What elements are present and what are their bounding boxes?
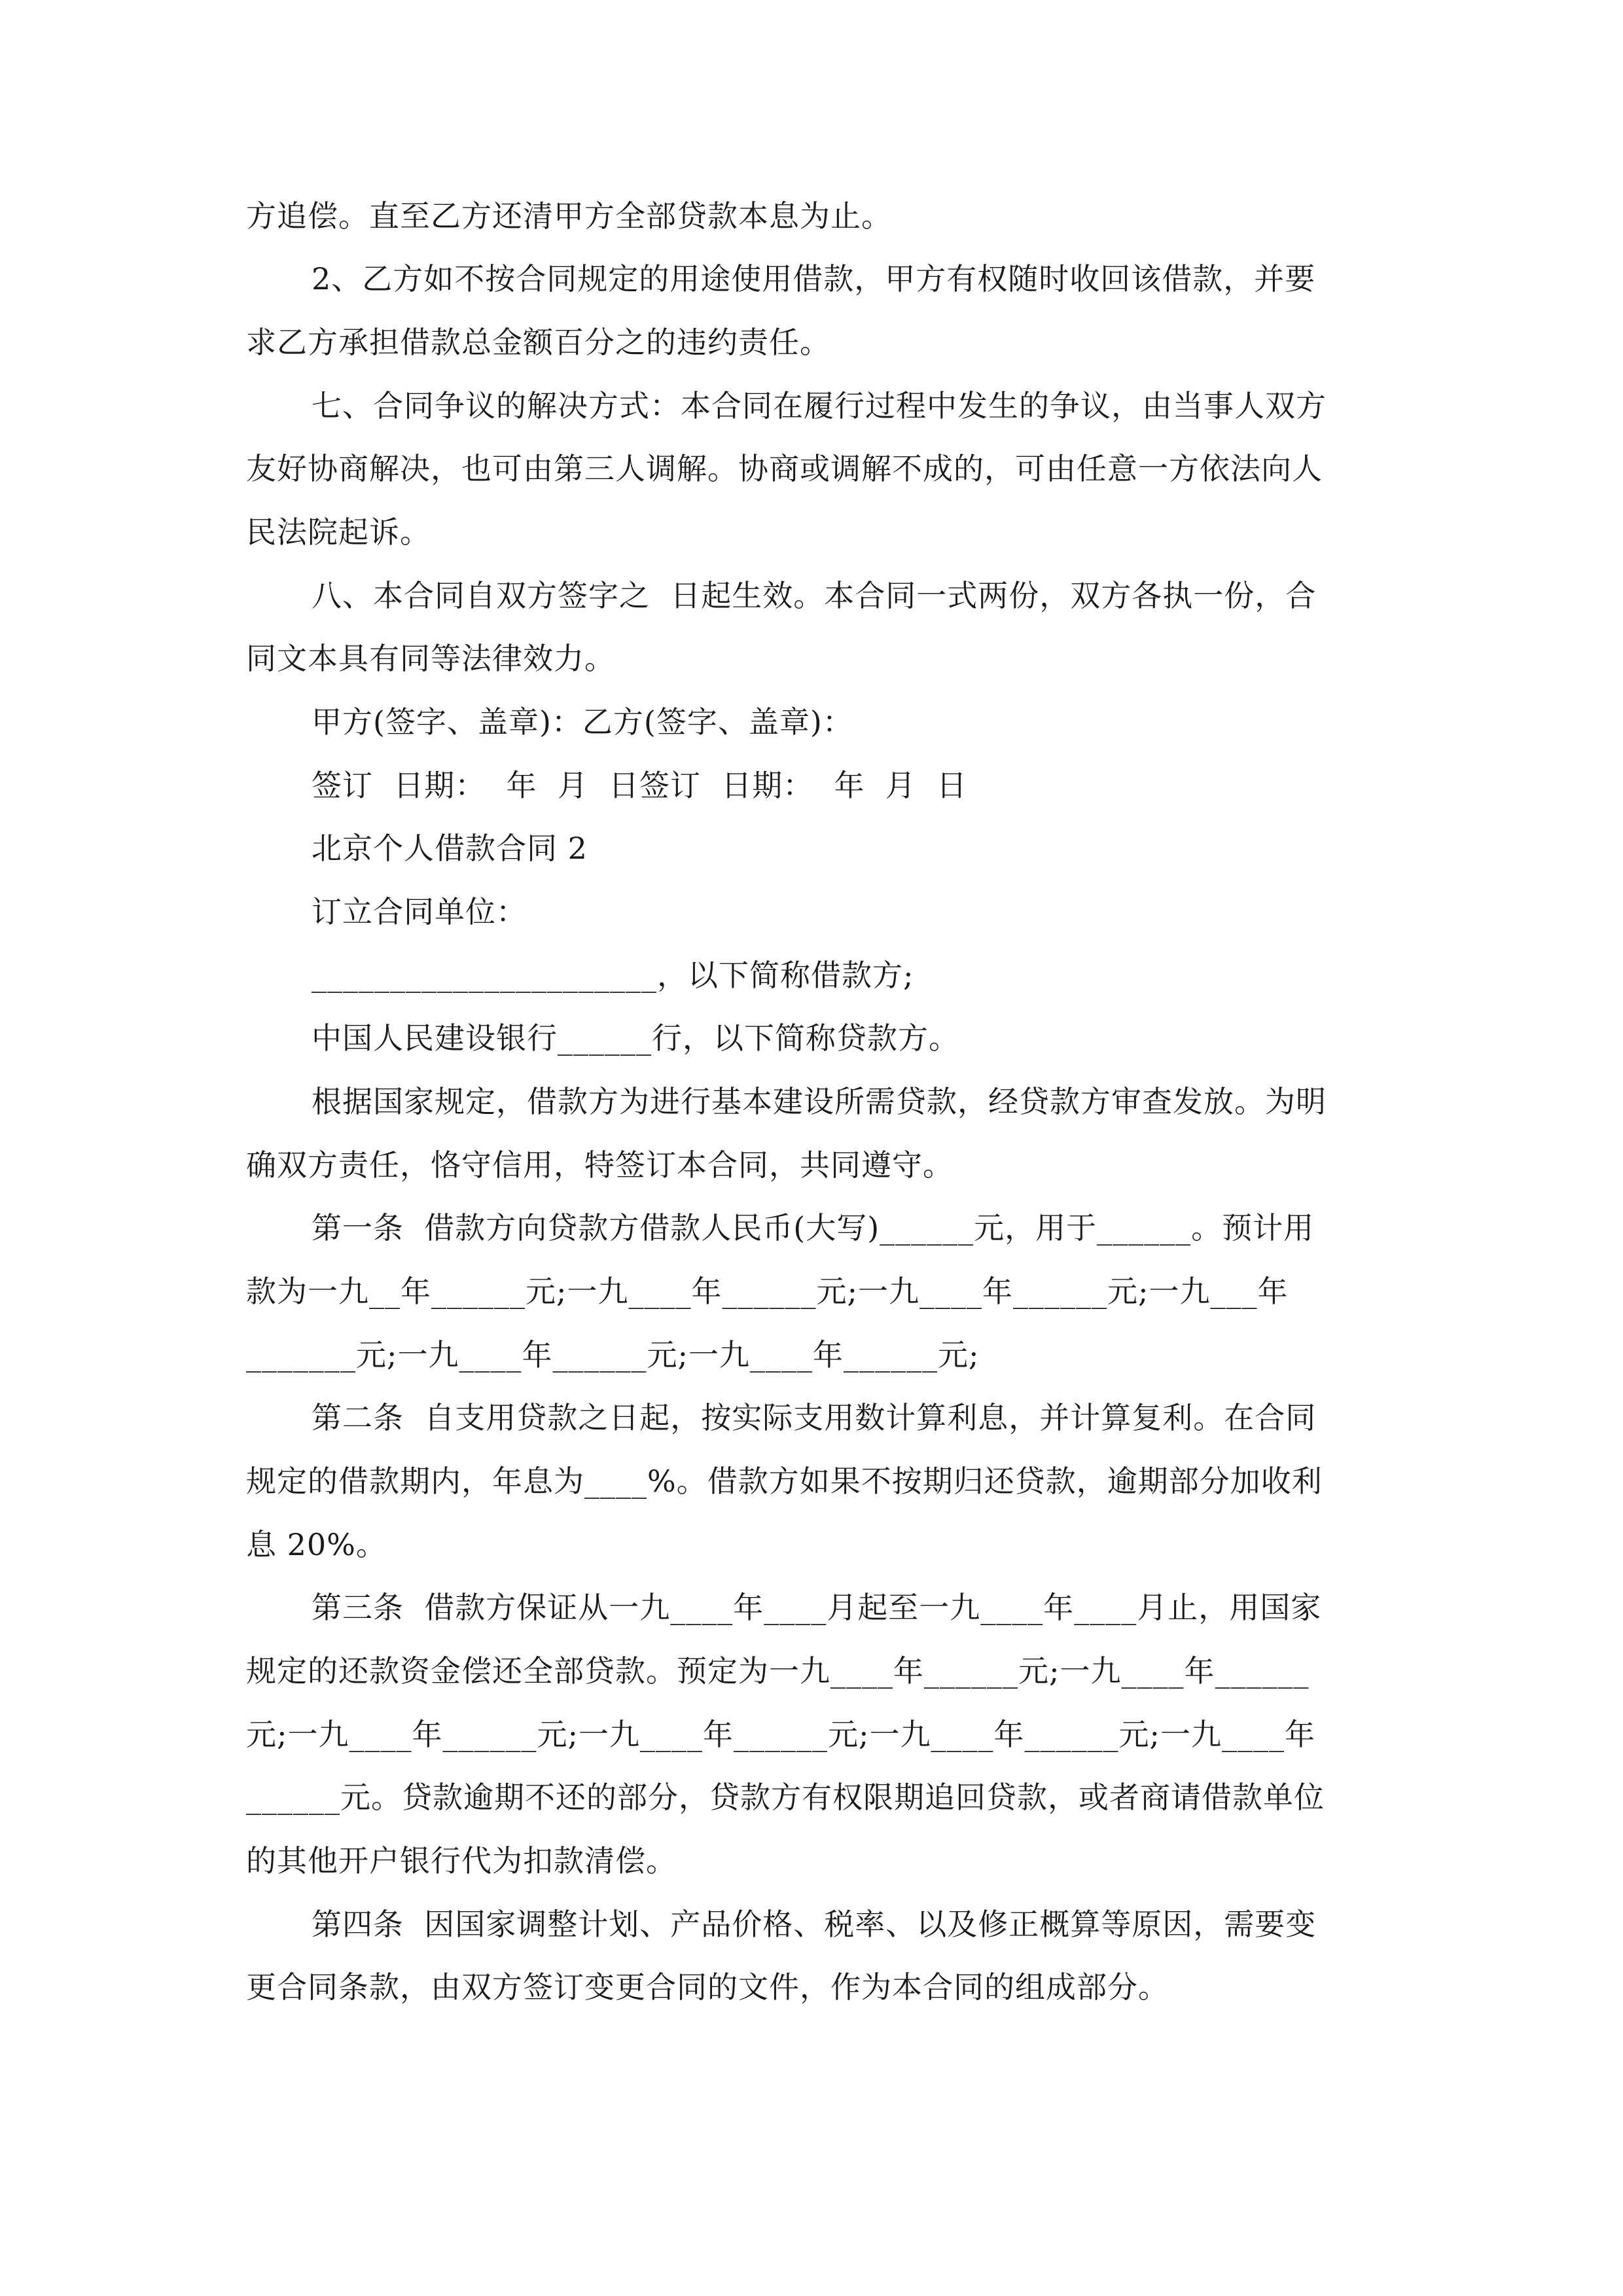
text-line: ______元。贷款逾期不还的部分，贷款方有权限期追回贷款，或者商请借款单位 xyxy=(246,1780,1325,1815)
text-line: 订立合同单位： xyxy=(312,894,527,929)
section-title: 北京个人借款合同 2 xyxy=(312,831,588,866)
text-line: _______元;一九____年______元;一九____年______元; xyxy=(246,1337,980,1372)
text-line: 中国人民建设银行______行，以下简称贷款方。 xyxy=(312,1020,959,1056)
text-line: 第三条 借款方保证从一九____年____月起至一九____年____月止，用国家 xyxy=(312,1590,1322,1625)
text-line: 第四条 因国家调整计划、产品价格、税率、以及修正概算等原因，需要变 xyxy=(312,1907,1317,1942)
text-line: 民法院起诉。 xyxy=(246,514,431,550)
text-line: 款为一九__年______元;一九____年______元;一九____年______元;一九___年 xyxy=(246,1274,1289,1309)
text-line: 根据国家规定，借款方为进行基本建设所需贷款，经贷款方审查发放。为明 xyxy=(312,1084,1327,1119)
text-line: 确双方责任，恪守信用，特签订本合同，共同遵守。 xyxy=(246,1147,954,1183)
date-line: 签订 日期： 年 月 日签订 日期： 年 月 日 xyxy=(312,768,967,803)
text-line: 2、乙方如不按合同规定的用途使用借款，甲方有权随时收回该借款，并要 xyxy=(312,261,1316,296)
text-line: 七、合同争议的解决方式：本合同在履行过程中发生的争议，由当事人双方 xyxy=(312,388,1327,423)
text-line: 方追偿。直至乙方还清甲方全部贷款本息为止。 xyxy=(246,198,892,234)
text-line: 规定的还款资金偿还全部贷款。预定为一九____年______元;一九____年______ xyxy=(246,1653,1310,1689)
text-line: 第一条 借款方向贷款方借款人民币(大写)______元，用于______。预计用 xyxy=(312,1210,1315,1246)
text-line: 八、本合同自双方签字之 日起生效。本合同一式两份，双方各执一份，合 xyxy=(312,578,1317,613)
text-line: 息 20%。 xyxy=(246,1527,387,1562)
text-line: 友好协商解决，也可由第三人调解。协商或调解不成的，可由任意一方依法向人 xyxy=(246,451,1323,486)
text-line: 的其他开户银行代为扣款清偿。 xyxy=(246,1843,677,1878)
signature-line: 甲方(签字、盖章)：乙方(签字、盖章)： xyxy=(312,704,853,740)
text-line: 元;一九____年______元;一九____年______元;一九____年______元;一九____年 xyxy=(246,1717,1315,1752)
text-line: 更合同条款，由双方签订变更合同的文件，作为本合同的组成部分。 xyxy=(246,1969,1169,2005)
text-line: 规定的借款期内，年息为____%。借款方如果不按期归还贷款，逾期部分加收利 xyxy=(246,1463,1323,1499)
text-line: 第二条 自支用贷款之日起，按实际支用数计算利息，并计算复利。在合同 xyxy=(312,1400,1317,1435)
text-line: 同文本具有同等法律效力。 xyxy=(246,641,615,676)
text-line: ______________________，以下简称借款方; xyxy=(312,958,914,993)
text-line: 求乙方承担借款总金额百分之的违约责任。 xyxy=(246,325,830,360)
